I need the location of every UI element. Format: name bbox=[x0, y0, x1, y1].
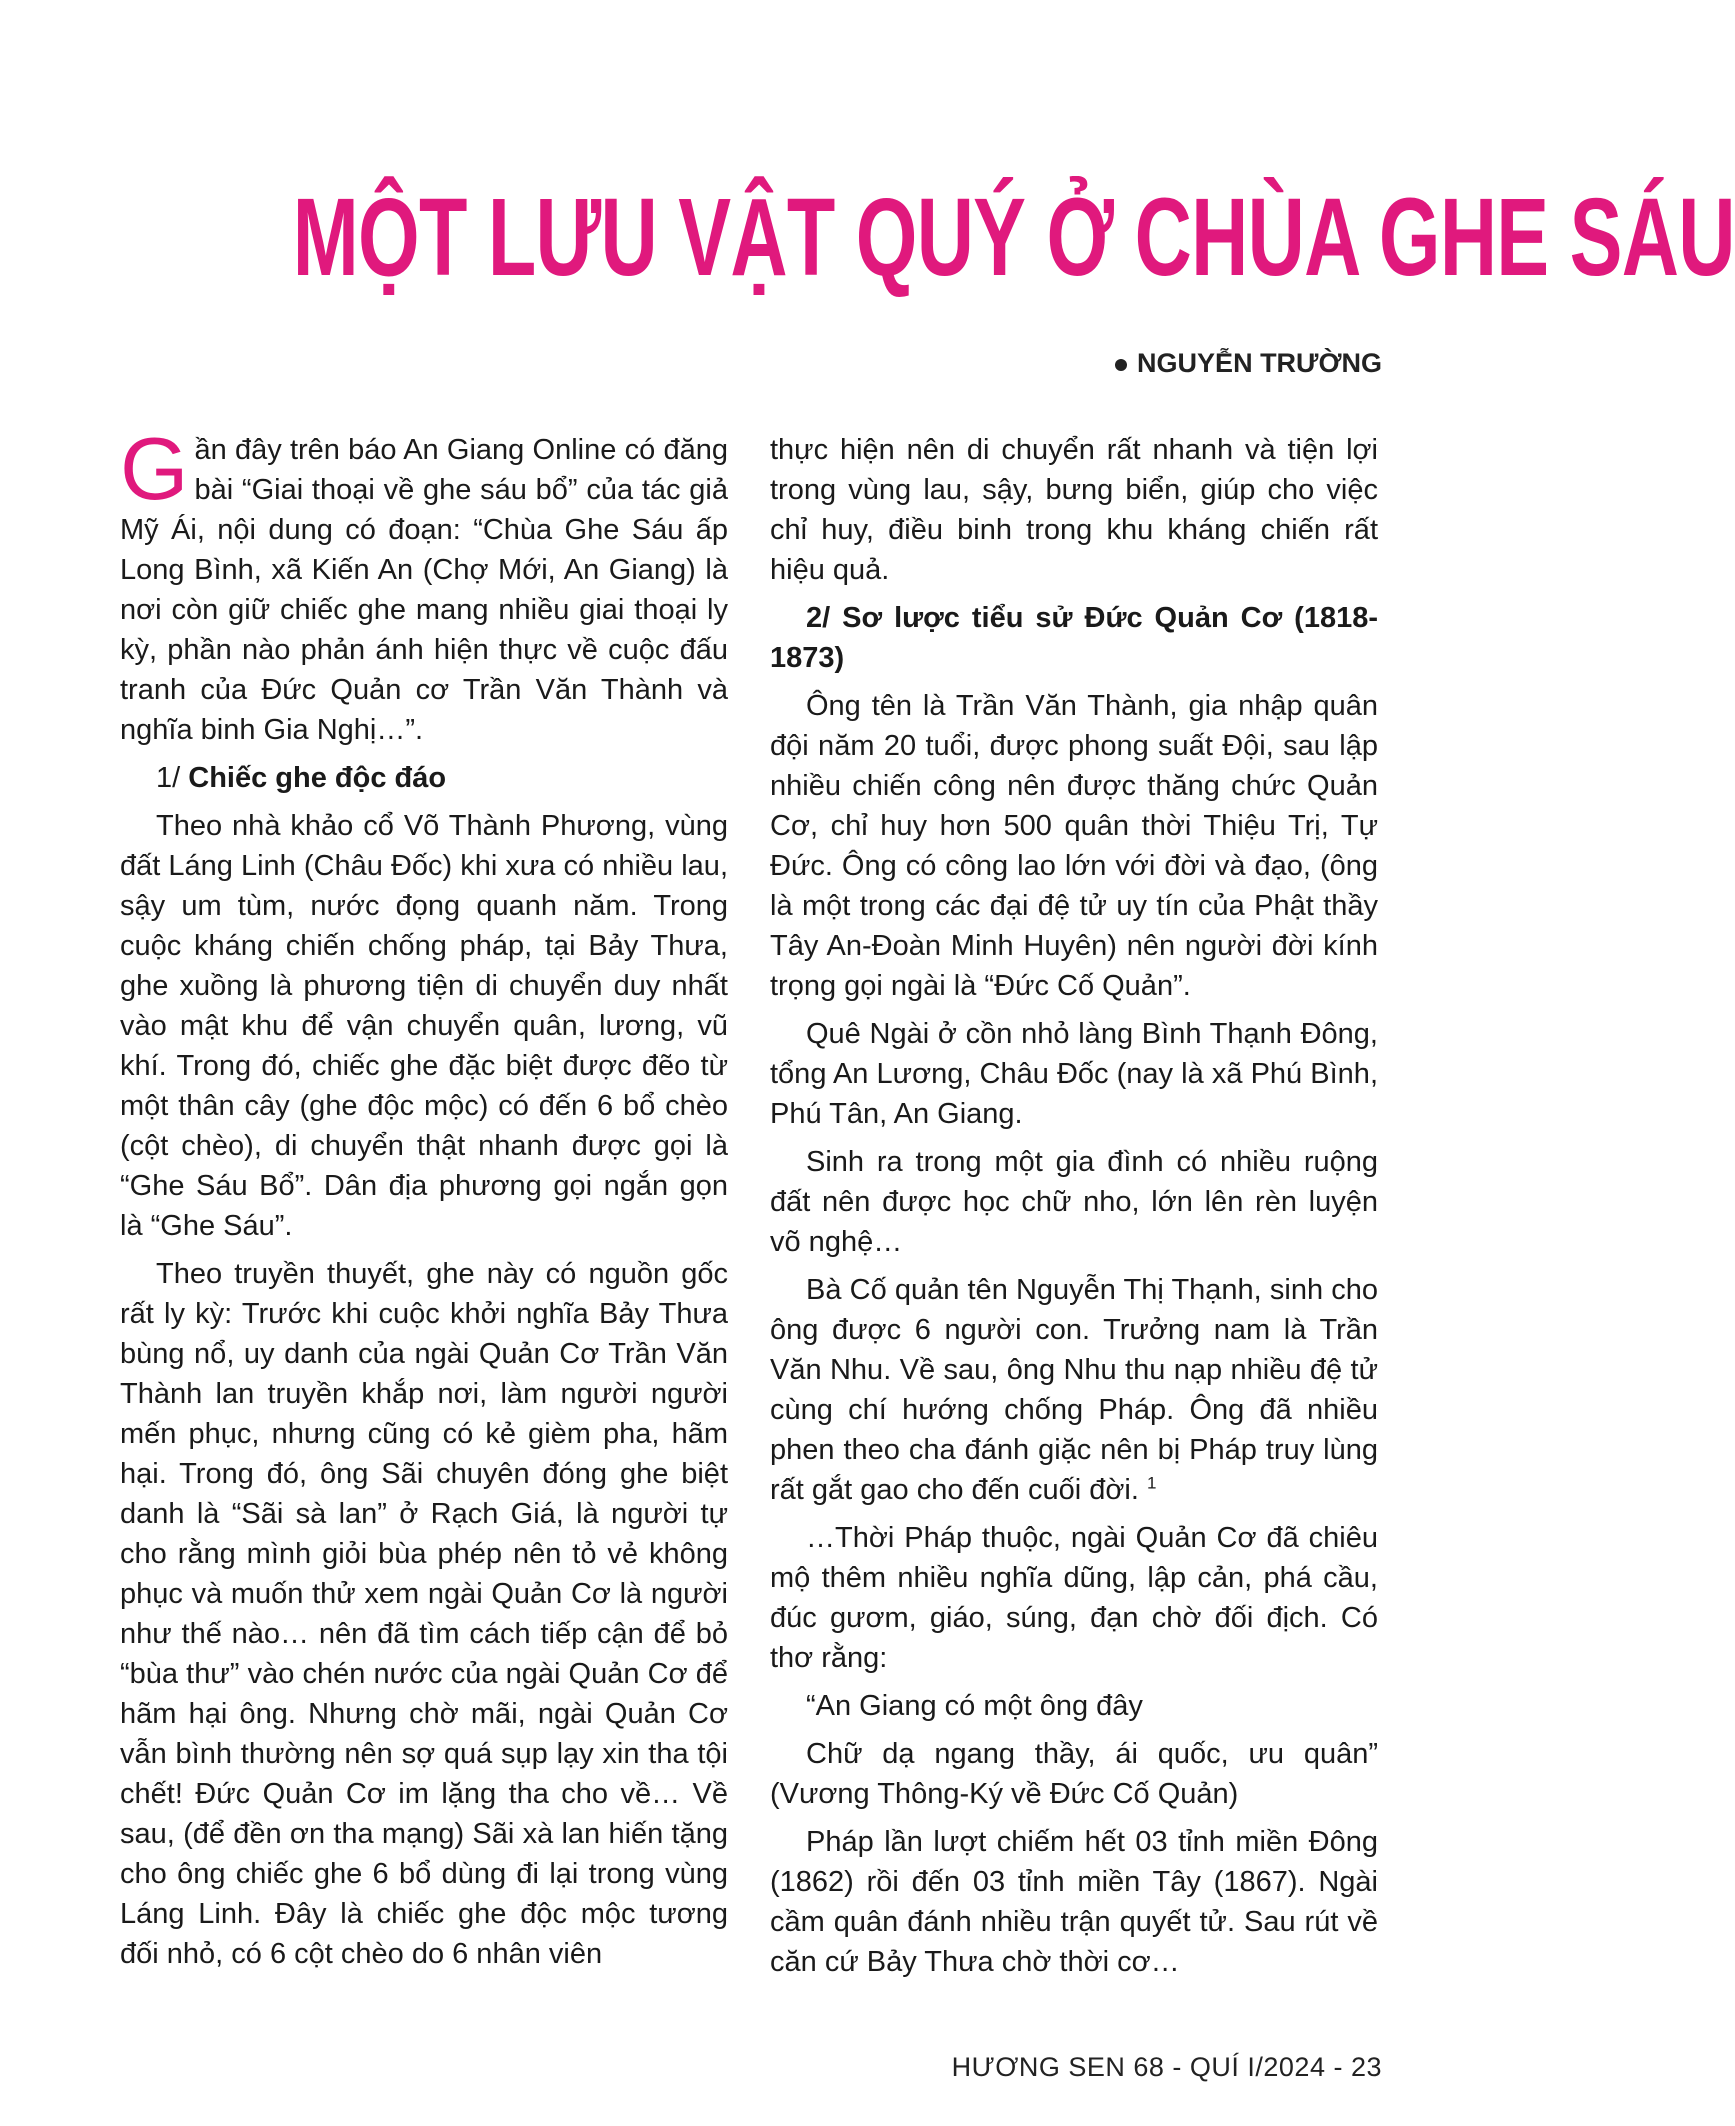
author-name: NGUYỄN TRƯỜNG bbox=[1137, 348, 1382, 378]
article-title: MỘT LƯU VẬT QUÝ Ở CHÙA GHE SÁU bbox=[292, 176, 1735, 299]
paragraph: Sinh ra trong một gia đình có nhiều ruộng đất nên được học chữ nho, lớn lên rèn luyện võ nghệ… bbox=[770, 1146, 1378, 1258]
footnote-mark: 1 bbox=[1146, 1473, 1157, 1493]
drop-cap: G bbox=[120, 419, 189, 518]
paragraph: Theo truyền thuyết, ghe này có nguồn gốc rất ly kỳ: Trước khi cuộc khởi nghĩa Bảy Thưa bùng nổ, uy danh của ngài Quản Cơ Trần Văn Thành lan truyền khắp nơi, làm người người mến phục, nhưng cũng có kẻ gièm pha, hãm hại. Trong đó, ông Sãi chuyên đóng ghe biệt danh là “Sãi sà lan” ở Rạch Giá, là người tự cho rằng mình giỏi bùa phép nên tỏ vẻ không phục và muốn thử xem ngài Quản Cơ là người như thế nào… nên đã tìm cách tiếp cận để bỏ “bùa thư” vào chén nước của ngài Quản Cơ để hãm hại ông. Nhưng chờ mãi, ngài Quản Cơ vẫn bình thường nên sợ quá sụp lạy xin tha tội chết! Đức Quản Cơ im lặng tha cho về… Về sau, (để đền ơn tha mạng) Sãi xà lan hiến tặng cho ông chiếc ghe 6 bổ dùng đi lại trong vùng Láng Linh. Đây là chiếc ghe độc mộc tương đối nhỏ, có 6 cột chèo do 6 nhân viên bbox=[120, 1258, 728, 1970]
paragraph: thực hiện nên di chuyển rất nhanh và tiện lợi trong vùng lau, sậy, bưng biển, giúp cho việc chỉ huy, điều binh trong khu kháng chiến rất hiệu quả. bbox=[770, 434, 1378, 586]
paragraph: Ông tên là Trần Văn Thành, gia nhập quân đội năm 20 tuổi, được phong suất Đội, sau lập nhiều chiến công nên được thăng chức Quản Cơ, chỉ huy hơn 500 quân thời Thiệu Trị, Tự Đức. Ông có công lao lớn với đời và đạo, (ông là một trong các đại đệ tử uy tín của Phật thầy Tây An-Đoàn Minh Huyên) nên người đời kính trọng gọi ngài là “Đức Cố Quản”. bbox=[770, 690, 1378, 1002]
left-column bbox=[120, 419, 728, 1982]
section2-heading: 2/ Sơ lược tiểu sử Đức Quản Cơ (1818-1873) bbox=[770, 602, 1378, 674]
bullet-icon bbox=[1115, 359, 1127, 371]
paragraph: Pháp lần lượt chiếm hết 03 tỉnh miền Đông (1862) rồi đến 03 tỉnh miền Tây (1867). Ngài cầm quân đánh nhiều trận quyết tử. Sau rút về căn cứ Bảy Thưa chờ thời cơ… bbox=[770, 1826, 1378, 1978]
paragraph: Quê Ngài ở cồn nhỏ làng Bình Thạnh Đông, tổng An Lương, Châu Đốc (nay là xã Phú Bình, Phú Tân, An Giang. bbox=[770, 1018, 1378, 1130]
right-column bbox=[770, 430, 1378, 1990]
paragraph: …Thời Pháp thuộc, ngài Quản Cơ đã chiêu mộ thêm nhiều nghĩa dũng, lập cản, phá cầu, đúc gươm, giáo, súng, đạn chờ đối địch. Có thơ rằng: bbox=[770, 1522, 1378, 1674]
paragraph: Theo nhà khảo cổ Võ Thành Phương, vùng đất Láng Linh (Châu Đốc) khi xưa có nhiều lau, sậy um tùm, nước đọng quanh năm. Trong cuộc kháng chiến chống pháp, tại Bảy Thưa, ghe xuồng là phương tiện di chuyển duy nhất vào mật khu để vận chuyển quân, lương, vũ khí. Trong đó, chiếc ghe đặc biệt được đẽo từ một thân cây (ghe độc mộc) có đến 6 bổ chèo (cột chèo), di chuyển thật nhanh được gọi là “Ghe Sáu Bổ”. Dân địa phương gọi ngắn gọn là “Ghe Sáu”. bbox=[120, 810, 728, 1242]
intro-paragraph: Gần đây trên báo An Giang Online có đăng bài “Giai thoại về ghe sáu bổ” của tác giả Mỹ Ái, nội dung có đoạn: “Chùa Ghe Sáu ấp Long Bình, xã Kiến An (Chợ Mới, An Giang) là nơi còn giữ chiếc ghe mang nhiều giai thoại ly kỳ, phần nào phản ánh hiện thực về cuộc đấu tranh của Đức Quản cơ Trần Văn Thành và nghĩa binh Gia Nghị…”. bbox=[120, 419, 728, 746]
author-byline bbox=[1115, 348, 1382, 379]
section1-heading: 1/ Chiếc ghe độc đáo bbox=[156, 762, 447, 794]
page-footer: HƯƠNG SEN 68 - QUÍ I/2024 - 23 bbox=[951, 2052, 1382, 2082]
poem-line: “An Giang có một ông đây bbox=[806, 1690, 1143, 1722]
paragraph: Bà Cố quản tên Nguyễn Thị Thạnh, sinh cho ông được 6 người con. Trưởng nam là Trần Văn Nhu. Về sau, ông Nhu thu nạp nhiều đệ tử cùng chí hướng chống Pháp. Ông đã nhiều phen theo cha đánh giặc nên bị Pháp truy lùng rất gắt gao cho đến cuối đời. $^1$ bbox=[770, 1274, 1378, 1506]
poem-line: Chữ dạ ngang thầy, ái quốc, ưu quân” (Vương Thông-Ký về Đức Cố Quản) bbox=[770, 1738, 1378, 1810]
